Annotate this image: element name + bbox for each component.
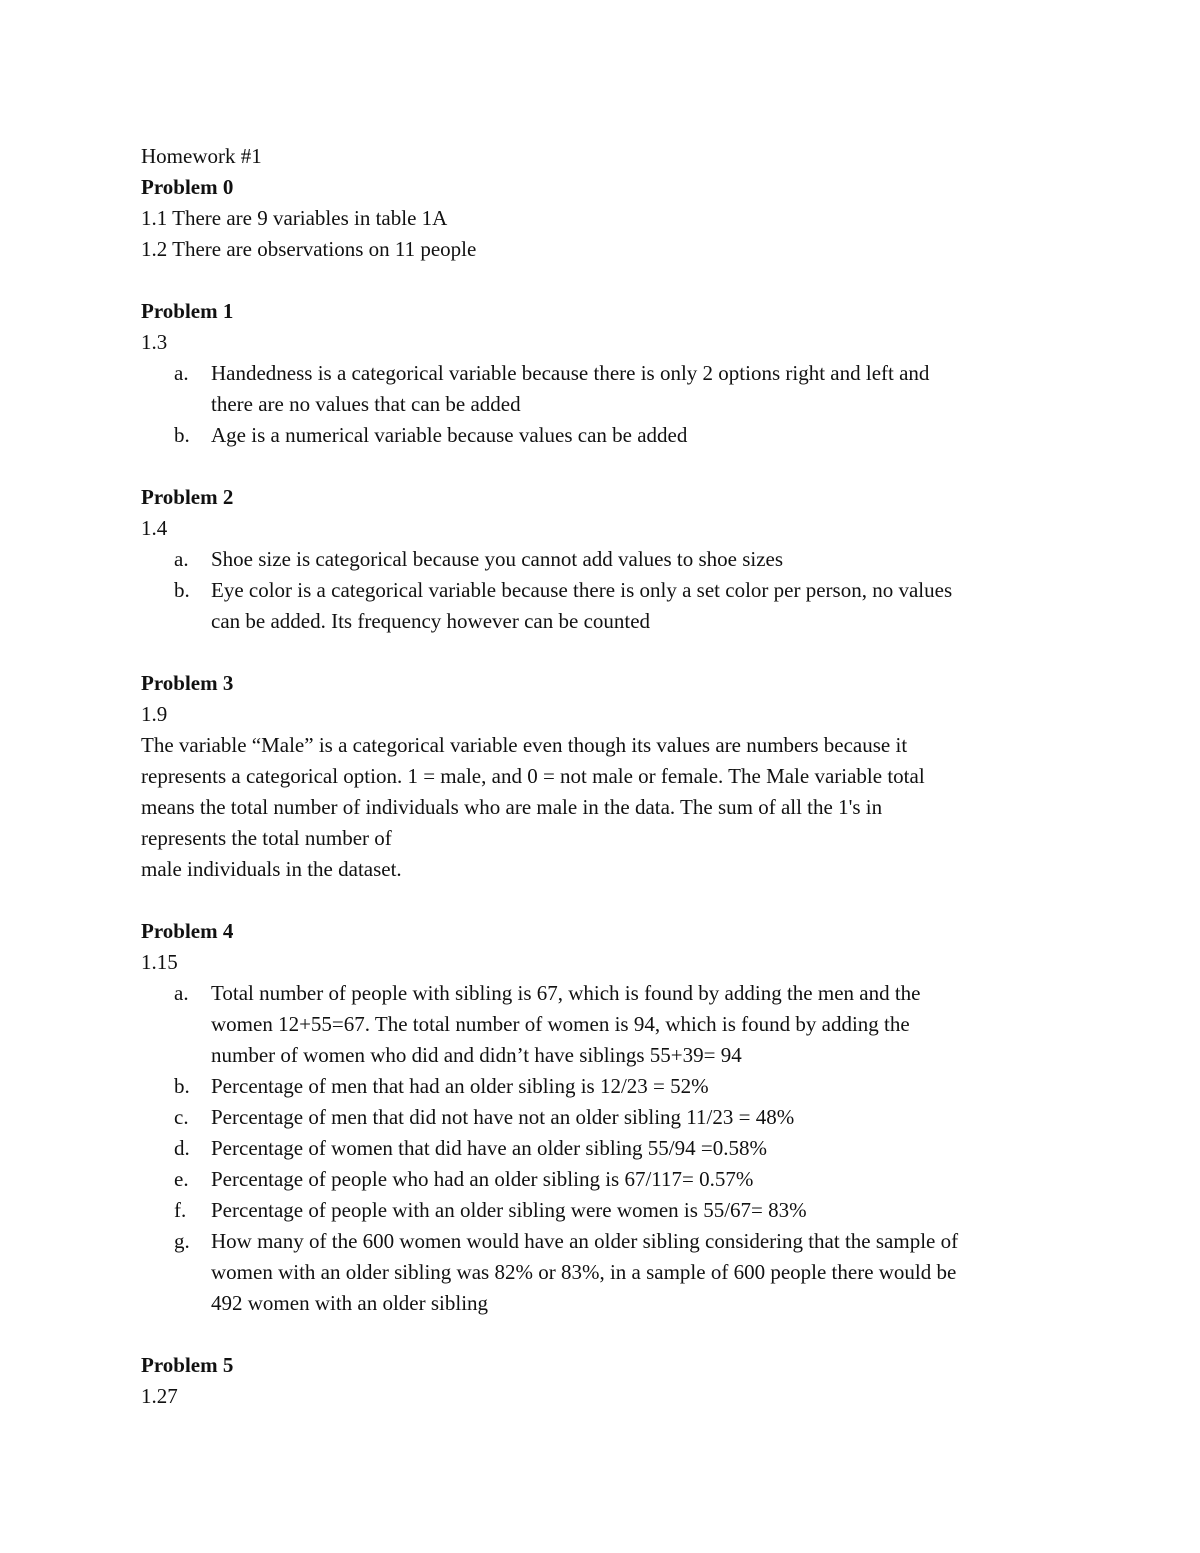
list-item bbox=[141, 1226, 1071, 1319]
list-item-text: Shoe size is categorical because you cannot add values to shoe sizes bbox=[211, 547, 784, 571]
problem-3-line-3: means the total number of individuals who are male in the data. The sum of all the 1's in bbox=[141, 795, 883, 819]
problem-3-heading: Problem 3 bbox=[141, 671, 234, 695]
list-marker: d. bbox=[174, 1136, 190, 1160]
document-title: Homework #1 bbox=[141, 144, 262, 168]
list-marker: g. bbox=[174, 1229, 190, 1253]
spacer bbox=[141, 1319, 1071, 1350]
problem-2-number: 1.4 bbox=[141, 516, 168, 540]
spacer bbox=[141, 885, 1071, 916]
list-item bbox=[141, 1195, 1071, 1226]
list-item-text: Eye color is a categorical variable because there is only a set color per person, no values bbox=[211, 578, 953, 602]
problem-4-number: 1.15 bbox=[141, 950, 178, 974]
list-item bbox=[141, 978, 1071, 1071]
list-item bbox=[141, 420, 1071, 451]
list-marker: b. bbox=[174, 1074, 190, 1098]
list-item-text: number of women who did and didn’t have siblings 55+39= 94 bbox=[211, 1043, 742, 1067]
list-marker: a. bbox=[174, 981, 189, 1005]
list-item-text: women 12+55=67. The total number of women is 94, which is found by adding the bbox=[211, 1012, 910, 1036]
problem-4-heading: Problem 4 bbox=[141, 919, 234, 943]
problem-5-number: 1.27 bbox=[141, 1384, 178, 1408]
problem-3-line-1: The variable “Male” is a categorical variable even though its values are numbers because it bbox=[141, 733, 908, 757]
list-item-text: Percentage of men that did not have not an older sibling 11/23 = 48% bbox=[211, 1105, 795, 1129]
list-item bbox=[141, 1133, 1071, 1164]
problem-1-number: 1.3 bbox=[141, 330, 168, 354]
list-item bbox=[141, 1164, 1071, 1195]
problem-3-line-5: male individuals in the dataset. bbox=[141, 857, 402, 881]
problem-1-heading: Problem 1 bbox=[141, 299, 234, 323]
list-item-text: Age is a numerical variable because values can be added bbox=[211, 423, 688, 447]
problem-3-line-2: represents a categorical option. 1 = male, and 0 = not male or female. The Male variable total bbox=[141, 764, 925, 788]
problem-3-number: 1.9 bbox=[141, 702, 168, 726]
list-marker: f. bbox=[174, 1198, 187, 1222]
problem-0-line-2: 1.2 There are observations on 11 people bbox=[141, 237, 477, 261]
list-item-text: Percentage of men that had an older sibling is 12/23 = 52% bbox=[211, 1074, 709, 1098]
list-item-text: can be added. Its frequency however can be counted bbox=[211, 609, 651, 633]
list-item-text: there are no values that can be added bbox=[211, 392, 521, 416]
list-item bbox=[141, 1071, 1071, 1102]
list-marker: b. bbox=[174, 578, 190, 602]
problem-2-heading: Problem 2 bbox=[141, 485, 234, 509]
list-item-text: women with an older sibling was 82% or 83%, in a sample of 600 people there would be bbox=[211, 1260, 957, 1284]
list-marker: a. bbox=[174, 361, 189, 385]
list-marker: c. bbox=[174, 1105, 189, 1129]
spacer bbox=[141, 451, 1071, 482]
list-item-text: Percentage of people with an older sibling were women is 55/67= 83% bbox=[211, 1198, 807, 1222]
list-item-text: Percentage of people who had an older sibling is 67/117= 0.57% bbox=[211, 1167, 754, 1191]
list-item bbox=[141, 575, 1071, 637]
list-item-text: 492 women with an older sibling bbox=[211, 1291, 489, 1315]
problem-0-heading: Problem 0 bbox=[141, 175, 234, 199]
document-body bbox=[141, 141, 1071, 1412]
list-item-text: Total number of people with sibling is 67, which is found by adding the men and the bbox=[211, 981, 921, 1005]
list-item bbox=[141, 1102, 1071, 1133]
spacer bbox=[141, 265, 1071, 296]
problem-3-line-4: represents the total number of bbox=[141, 826, 392, 850]
list-item bbox=[141, 544, 1071, 575]
list-marker: e. bbox=[174, 1167, 189, 1191]
list-marker: b. bbox=[174, 423, 190, 447]
problem-5-heading: Problem 5 bbox=[141, 1353, 234, 1377]
list-item-text: Handedness is a categorical variable because there is only 2 options right and left and bbox=[211, 361, 930, 385]
list-item-text: How many of the 600 women would have an older sibling considering that the sample of bbox=[211, 1229, 959, 1253]
list-item-text: Percentage of women that did have an older sibling 55/94 =0.58% bbox=[211, 1136, 767, 1160]
spacer bbox=[141, 637, 1071, 668]
list-item bbox=[141, 358, 1071, 420]
list-marker: a. bbox=[174, 547, 189, 571]
problem-0-line-1: 1.1 There are 9 variables in table 1A bbox=[141, 206, 448, 230]
